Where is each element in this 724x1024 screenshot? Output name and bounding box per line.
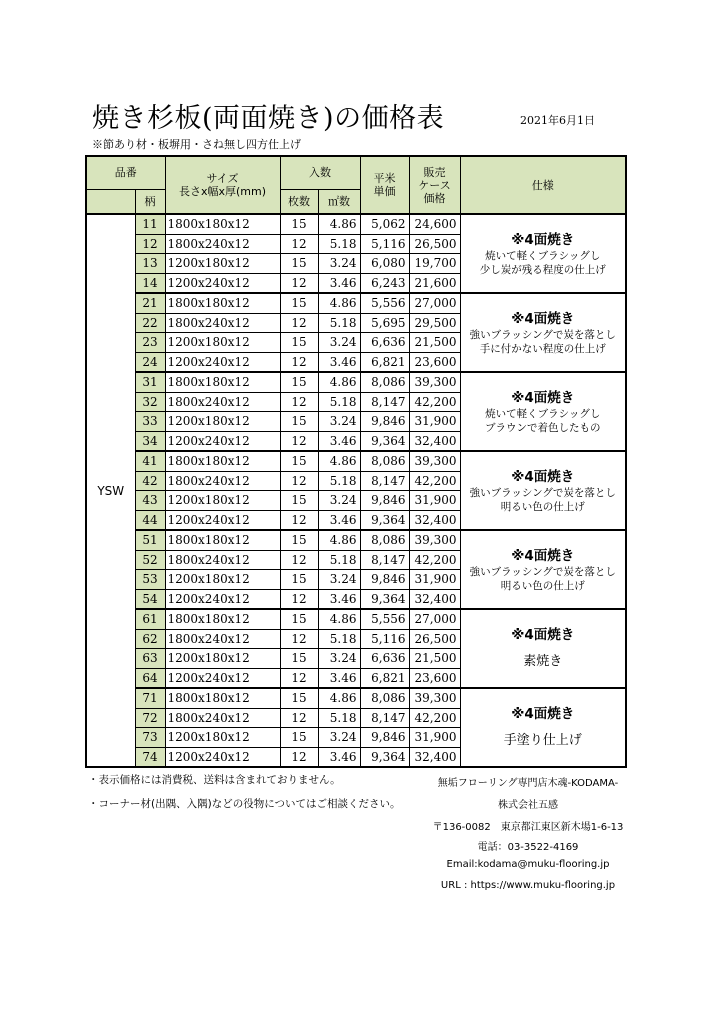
unit-price-cell: 8,147 bbox=[360, 708, 409, 728]
spec-line: 焼いて軽くブラシッグし bbox=[485, 407, 601, 420]
case-price-cell: 21,500 bbox=[409, 333, 460, 353]
case-price-cell: 32,400 bbox=[409, 589, 460, 609]
pcs-cell: 15 bbox=[280, 530, 318, 550]
unit-price-cell: 5,116 bbox=[360, 234, 409, 254]
gara-cell: 12 bbox=[135, 234, 165, 254]
gara-cell: 23 bbox=[135, 333, 165, 353]
case-price-cell: 21,500 bbox=[409, 649, 460, 669]
m2-cell: 4.86 bbox=[318, 451, 360, 471]
size-cell: 1800x240x12 bbox=[165, 550, 280, 570]
size-cell: 1200x240x12 bbox=[165, 510, 280, 530]
size-cell: 1200x240x12 bbox=[165, 352, 280, 372]
unit-price-cell: 5,062 bbox=[360, 214, 409, 234]
spec-line: 焼いて軽くブラシッグし bbox=[485, 249, 601, 262]
gara-cell: 22 bbox=[135, 313, 165, 333]
unit-price-cell: 8,086 bbox=[360, 451, 409, 471]
pcs-cell: 12 bbox=[280, 431, 318, 451]
case-price-cell: 27,000 bbox=[409, 609, 460, 629]
size-cell: 1800x180x12 bbox=[165, 609, 280, 629]
case-price-cell: 23,600 bbox=[409, 668, 460, 688]
gara-cell: 14 bbox=[135, 273, 165, 293]
unit-price-cell: 6,821 bbox=[360, 352, 409, 372]
table-row bbox=[86, 609, 626, 629]
m2-cell: 3.24 bbox=[318, 570, 360, 590]
gara-cell: 11 bbox=[135, 214, 165, 234]
gara-cell: 72 bbox=[135, 708, 165, 728]
company-address: 〒136-0082 東京都江東区新木場1-6-13 bbox=[432, 822, 624, 833]
pcs-cell: 12 bbox=[280, 708, 318, 728]
m2-cell: 4.86 bbox=[318, 214, 360, 234]
gara-cell: 71 bbox=[135, 688, 165, 708]
gara-cell: 44 bbox=[135, 510, 165, 530]
gara-cell: 34 bbox=[135, 431, 165, 451]
issue-date: 2021年6月1日 bbox=[520, 114, 595, 127]
size-cell: 1200x180x12 bbox=[165, 333, 280, 353]
unit-price-cell: 8,086 bbox=[360, 688, 409, 708]
m2-cell: 3.46 bbox=[318, 589, 360, 609]
size-cell: 1200x180x12 bbox=[165, 649, 280, 669]
header-hanbai-line1: 販売 bbox=[423, 165, 446, 179]
case-price-cell: 42,200 bbox=[409, 471, 460, 491]
header-size bbox=[165, 156, 280, 214]
case-price-cell: 27,000 bbox=[409, 293, 460, 313]
header-blank bbox=[86, 189, 135, 214]
header-size-line2: 長さx幅x厚(mm) bbox=[178, 185, 267, 198]
pcs-cell: 15 bbox=[280, 728, 318, 748]
size-cell: 1800x240x12 bbox=[165, 234, 280, 254]
unit-price-cell: 8,147 bbox=[360, 550, 409, 570]
gara-cell: 32 bbox=[135, 392, 165, 412]
table-row bbox=[86, 688, 626, 708]
spec-line: 素焼き bbox=[523, 653, 563, 669]
header-hanbai-line2: ケース bbox=[418, 178, 451, 192]
pcs-cell: 12 bbox=[280, 629, 318, 649]
size-cell: 1800x180x12 bbox=[165, 451, 280, 471]
pcs-cell: 12 bbox=[280, 550, 318, 570]
spec-line: 手塗り仕上げ bbox=[503, 732, 582, 748]
header-gara: 柄 bbox=[135, 189, 165, 214]
size-cell: 1200x240x12 bbox=[165, 273, 280, 293]
size-cell: 1200x180x12 bbox=[165, 254, 280, 274]
pcs-cell: 12 bbox=[280, 313, 318, 333]
spec-title: ※4面焼き bbox=[511, 310, 575, 327]
m2-cell: 3.24 bbox=[318, 254, 360, 274]
company-url: URL : https://www.muku-flooring.jp bbox=[440, 880, 616, 891]
pcs-cell: 15 bbox=[280, 333, 318, 353]
size-cell: 1200x240x12 bbox=[165, 589, 280, 609]
case-price-cell: 31,900 bbox=[409, 412, 460, 432]
gara-cell: 51 bbox=[135, 530, 165, 550]
gara-cell: 61 bbox=[135, 609, 165, 629]
table-row bbox=[86, 372, 626, 392]
case-price-cell: 42,200 bbox=[409, 392, 460, 412]
pcs-cell: 12 bbox=[280, 510, 318, 530]
gara-cell: 24 bbox=[135, 352, 165, 372]
spec-line: ブラウンで着色したもの bbox=[485, 421, 601, 434]
spec-cell bbox=[460, 530, 626, 609]
header-heibei-line1: 平米 bbox=[373, 172, 396, 185]
unit-price-cell: 6,243 bbox=[360, 273, 409, 293]
spec-title: ※4面焼き bbox=[511, 547, 575, 564]
size-cell: 1200x180x12 bbox=[165, 570, 280, 590]
gara-cell: 21 bbox=[135, 293, 165, 313]
m2-cell: 5.18 bbox=[318, 313, 360, 333]
company-shop: 無垢フローリング専門店木魂-KODAMA- bbox=[437, 778, 619, 789]
case-price-cell: 23,600 bbox=[409, 352, 460, 372]
pcs-cell: 15 bbox=[280, 688, 318, 708]
spec-line: 強いブラッシングで炭を落とし bbox=[469, 565, 616, 578]
m2-cell: 5.18 bbox=[318, 550, 360, 570]
gara-cell: 53 bbox=[135, 570, 165, 590]
footer-note-corner: ・コーナー材(出隅、入隅)などの役物についてはご相談ください。 bbox=[88, 798, 401, 810]
m2-cell: 3.46 bbox=[318, 668, 360, 688]
footer-note-tax: ・表示価格には消費税、送料は含まれておりません。 bbox=[88, 774, 341, 786]
m2-cell: 3.24 bbox=[318, 649, 360, 669]
m2-cell: 3.24 bbox=[318, 333, 360, 353]
pcs-cell: 12 bbox=[280, 392, 318, 412]
product-note: ※節あり材・板塀用・さね無し四方仕上げ bbox=[92, 138, 301, 151]
pcs-cell: 15 bbox=[280, 254, 318, 274]
unit-price-cell: 9,846 bbox=[360, 570, 409, 590]
case-price-cell: 29,500 bbox=[409, 313, 460, 333]
m2-cell: 4.86 bbox=[318, 609, 360, 629]
table-row bbox=[86, 530, 626, 550]
price-table bbox=[85, 155, 627, 768]
pcs-cell: 15 bbox=[280, 214, 318, 234]
spec-cell bbox=[460, 372, 626, 451]
spec-line: 手に付かない程度の仕上げ bbox=[479, 342, 606, 355]
spec-cell bbox=[460, 688, 626, 767]
m2-cell: 3.46 bbox=[318, 352, 360, 372]
unit-price-cell: 9,846 bbox=[360, 491, 409, 511]
spec-cell bbox=[460, 609, 626, 688]
case-price-cell: 31,900 bbox=[409, 728, 460, 748]
case-price-cell: 39,300 bbox=[409, 530, 460, 550]
spec-line: 強いブラッシングで炭を落とし bbox=[469, 328, 616, 341]
header-heibei-line2: 単価 bbox=[373, 185, 396, 198]
pcs-cell: 12 bbox=[280, 352, 318, 372]
gara-cell: 43 bbox=[135, 491, 165, 511]
gara-cell: 54 bbox=[135, 589, 165, 609]
unit-price-cell: 6,636 bbox=[360, 649, 409, 669]
pcs-cell: 12 bbox=[280, 234, 318, 254]
case-price-cell: 39,300 bbox=[409, 451, 460, 471]
pcs-cell: 12 bbox=[280, 471, 318, 491]
table-row bbox=[86, 451, 626, 471]
case-price-cell: 32,400 bbox=[409, 747, 460, 767]
gara-cell: 41 bbox=[135, 451, 165, 471]
unit-price-cell: 6,080 bbox=[360, 254, 409, 274]
header-irisu: 入数 bbox=[280, 156, 360, 189]
gara-cell: 31 bbox=[135, 372, 165, 392]
spec-line: 明るい色の仕上げ bbox=[500, 579, 585, 592]
m2-cell: 5.18 bbox=[318, 471, 360, 491]
size-cell: 1200x180x12 bbox=[165, 412, 280, 432]
unit-price-cell: 9,846 bbox=[360, 728, 409, 748]
unit-price-cell: 6,821 bbox=[360, 668, 409, 688]
spec-title: ※4面焼き bbox=[511, 705, 575, 722]
size-cell: 1800x180x12 bbox=[165, 214, 280, 234]
unit-price-cell: 9,364 bbox=[360, 510, 409, 530]
size-cell: 1200x180x12 bbox=[165, 728, 280, 748]
header-shiyo: 仕様 bbox=[460, 156, 626, 214]
size-cell: 1800x240x12 bbox=[165, 708, 280, 728]
header-heibei bbox=[360, 156, 409, 214]
case-price-cell: 39,300 bbox=[409, 372, 460, 392]
m2-cell: 5.18 bbox=[318, 708, 360, 728]
company-corp: 株式会社五感 bbox=[498, 800, 558, 811]
m2-cell: 4.86 bbox=[318, 688, 360, 708]
size-cell: 1800x180x12 bbox=[165, 372, 280, 392]
unit-price-cell: 8,147 bbox=[360, 392, 409, 412]
unit-price-cell: 6,636 bbox=[360, 333, 409, 353]
m2-cell: 5.18 bbox=[318, 392, 360, 412]
size-cell: 1800x240x12 bbox=[165, 471, 280, 491]
spec-cell bbox=[460, 451, 626, 530]
gara-cell: 52 bbox=[135, 550, 165, 570]
case-price-cell: 19,700 bbox=[409, 254, 460, 274]
size-cell: 1200x180x12 bbox=[165, 491, 280, 511]
m2-cell: 3.24 bbox=[318, 412, 360, 432]
spec-title: ※4面焼き bbox=[511, 389, 575, 406]
size-cell: 1800x240x12 bbox=[165, 313, 280, 333]
m2-cell: 5.18 bbox=[318, 629, 360, 649]
m2-cell: 4.86 bbox=[318, 530, 360, 550]
size-cell: 1200x240x12 bbox=[165, 668, 280, 688]
unit-price-cell: 8,086 bbox=[360, 530, 409, 550]
gara-cell: 63 bbox=[135, 649, 165, 669]
unit-price-cell: 5,695 bbox=[360, 313, 409, 333]
pcs-cell: 12 bbox=[280, 273, 318, 293]
case-price-cell: 24,600 bbox=[409, 214, 460, 234]
spec-line: 明るい色の仕上げ bbox=[500, 500, 585, 513]
pcs-cell: 15 bbox=[280, 372, 318, 392]
case-price-cell: 39,300 bbox=[409, 688, 460, 708]
pcs-cell: 15 bbox=[280, 293, 318, 313]
m2-cell: 3.46 bbox=[318, 510, 360, 530]
header-size-line1: サイズ bbox=[206, 172, 239, 185]
unit-price-cell: 9,846 bbox=[360, 412, 409, 432]
size-cell: 1800x180x12 bbox=[165, 530, 280, 550]
m2-cell: 3.24 bbox=[318, 491, 360, 511]
header-hinban: 品番 bbox=[86, 156, 165, 189]
header-maisu: 枚数 bbox=[280, 189, 318, 214]
gara-cell: 13 bbox=[135, 254, 165, 274]
gara-cell: 33 bbox=[135, 412, 165, 432]
table-row bbox=[86, 214, 626, 234]
header-m2: ㎡数 bbox=[318, 189, 360, 214]
company-tel: 電話：03-3522-4169 bbox=[477, 842, 579, 853]
spec-title: ※4面焼き bbox=[511, 626, 575, 643]
unit-price-cell: 9,364 bbox=[360, 431, 409, 451]
unit-price-cell: 5,556 bbox=[360, 609, 409, 629]
unit-price-cell: 9,364 bbox=[360, 747, 409, 767]
case-price-cell: 32,400 bbox=[409, 431, 460, 451]
pcs-cell: 15 bbox=[280, 412, 318, 432]
header-hanbai bbox=[409, 156, 460, 214]
spec-title: ※4面焼き bbox=[511, 468, 575, 485]
gara-cell: 73 bbox=[135, 728, 165, 748]
case-price-cell: 42,200 bbox=[409, 550, 460, 570]
size-cell: 1800x240x12 bbox=[165, 392, 280, 412]
pcs-cell: 15 bbox=[280, 649, 318, 669]
unit-price-cell: 9,364 bbox=[360, 589, 409, 609]
header-hanbai-line3: 価格 bbox=[423, 191, 446, 205]
case-price-cell: 26,500 bbox=[409, 234, 460, 254]
spec-line: 強いブラッシングで炭を落とし bbox=[469, 486, 616, 499]
case-price-cell: 31,900 bbox=[409, 570, 460, 590]
size-cell: 1800x240x12 bbox=[165, 629, 280, 649]
gara-cell: 64 bbox=[135, 668, 165, 688]
spec-line: 少し炭が残る程度の仕上げ bbox=[479, 263, 606, 276]
case-price-cell: 42,200 bbox=[409, 708, 460, 728]
price-table-body bbox=[86, 214, 626, 767]
pcs-cell: 12 bbox=[280, 668, 318, 688]
gara-cell: 62 bbox=[135, 629, 165, 649]
m2-cell: 3.46 bbox=[318, 431, 360, 451]
spec-title: ※4面焼き bbox=[511, 231, 575, 248]
m2-cell: 3.46 bbox=[318, 273, 360, 293]
case-price-cell: 26,500 bbox=[409, 629, 460, 649]
m2-cell: 3.24 bbox=[318, 728, 360, 748]
unit-price-cell: 8,086 bbox=[360, 372, 409, 392]
unit-price-cell: 8,147 bbox=[360, 471, 409, 491]
case-price-cell: 31,900 bbox=[409, 491, 460, 511]
gara-cell: 74 bbox=[135, 747, 165, 767]
pcs-cell: 12 bbox=[280, 747, 318, 767]
case-price-cell: 32,400 bbox=[409, 510, 460, 530]
pcs-cell: 12 bbox=[280, 589, 318, 609]
unit-price-cell: 5,556 bbox=[360, 293, 409, 313]
m2-cell: 5.18 bbox=[318, 234, 360, 254]
m2-cell: 4.86 bbox=[318, 293, 360, 313]
company-email: Email:kodama@muku-flooring.jp bbox=[446, 859, 610, 870]
pcs-cell: 15 bbox=[280, 609, 318, 629]
case-price-cell: 21,600 bbox=[409, 273, 460, 293]
size-cell: 1200x240x12 bbox=[165, 747, 280, 767]
m2-cell: 4.86 bbox=[318, 372, 360, 392]
size-cell: 1200x240x12 bbox=[165, 431, 280, 451]
pcs-cell: 15 bbox=[280, 451, 318, 471]
spec-cell bbox=[460, 293, 626, 372]
page-title: 焼き杉板(両面焼き)の価格表 bbox=[92, 103, 445, 134]
pcs-cell: 15 bbox=[280, 491, 318, 511]
size-cell: 1800x180x12 bbox=[165, 688, 280, 708]
pcs-cell: 15 bbox=[280, 570, 318, 590]
unit-price-cell: 5,116 bbox=[360, 629, 409, 649]
series-label: YSW bbox=[86, 214, 135, 767]
size-cell: 1800x180x12 bbox=[165, 293, 280, 313]
spec-cell bbox=[460, 214, 626, 293]
table-row bbox=[86, 293, 626, 313]
gara-cell: 42 bbox=[135, 471, 165, 491]
m2-cell: 3.46 bbox=[318, 747, 360, 767]
